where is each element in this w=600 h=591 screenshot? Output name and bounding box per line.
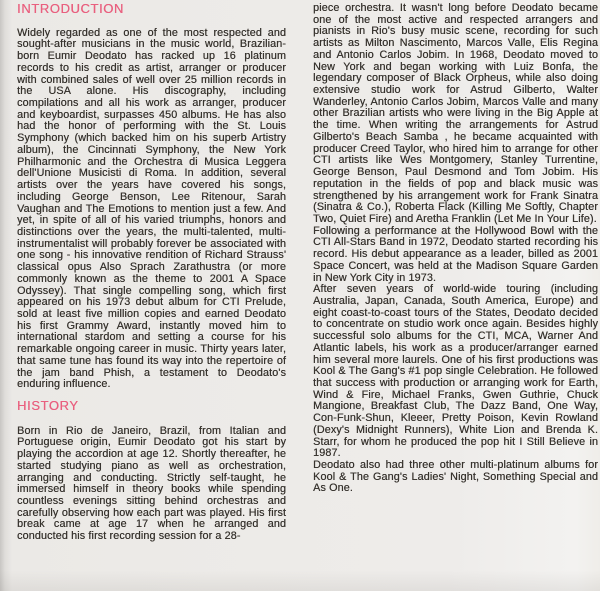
section-heading-introduction: INTRODUCTION	[17, 1, 124, 16]
introduction-paragraph: Widely regarded as one of the most respected and sought-after musicians in the music world, Brazilian-born Eumir Deodato has racked up 16 platinum records to his credit as artist, arranger or producer with combined sales of well over 25 million records in the USA alone. His discography, including compilations and all his work as arranger, producer and keyboardist, surpasses 450 albums. He has also had the honor of performing with the St. Louis Symphony (which backed him on his superb Artistry album), the Cincinnati Symphony, the New York Philharmonic and the Orchestra di Musica Leggera dell'Unione Musicisti di Roma. In addition, several artists over the years have covered his songs, including George Benson, Lee Ritenour, Sarah Vaughan and The Emotions to mention just a few. And yet, in spite of all of his varied triumphs, honors and distinctions over the years, the multi-talented, multi-instrumentalist will probably forever be associated with one song - his innovative rendition of Richard Strauss' classical opus Also Sprach Zarathustra (or more commonly known as the theme to 2001 A Space Odyssey). That single compelling song, which first appeared on his 1973 debut album for CTI Prelude, sold at least five million copies and earned Deodato his first Grammy Award, instantly moved him to international stardom and setting a course for his remarkable ongoing career in music. Thirty years later, that same tune has found its way into the repertoire of the jam band Phish, a testament to Deodato's enduring influence.	[17, 26, 286, 391]
multi-platinum-albums-paragraph: Deodato also had three other multi-platinum albums for Kool & The Gang's Ladies' Night, Something Special and As One.	[313, 459, 598, 495]
section-heading-history: HISTORY	[17, 398, 79, 413]
hollywood-bowl-paragraph: Following a performance at the Hollywood Bowl with the CTI All-Stars Band in 1972, Deodato started recording his record. His debut appearance as a leader, billed as 2001 Space Concert, was held at the Madison Square Garden in New York City in 1973.	[313, 224, 598, 284]
history-paragraph: Born in Rio de Janeiro, Brazil, from Italian and Portuguese origin, Eumir Deodato got his start by playing the accordion at age 12. Shortly thereafter, he started studying piano as well as orchestration, arranging and conducting. Strictly self-taught, he immersed himself in theory books while spending countless evenings sitting behind orchestras and carefully observing how each part was played. His first break came at age 17 when he arranged and conducted his first recording session for a 28-	[17, 424, 286, 543]
left-column	[17, 0, 286, 543]
history-continuation-paragraph: piece orchestra. It wasn't long before Deodato became one of the most active and respected arrangers and pianists in Rio's busy music scene, recording for such artists as Milton Nascimento, Marcos Valle, Elis Regina and Antonio Carlos Jobim. In 1968, Deodato moved to New York and began working with Luiz Bonfa, the legendary composer of Black Orpheus, while also doing extensive studio work for Astrud Gilberto, Walter Wanderley, Antonio Carlos Jobim, Marcos Valle and many other Brazilian artists who were living in the Big Apple at the time. When writing the arrangements for Astrud Gilberto's Beach Samba , he became acquainted with producer Creed Taylor, who hired him to arrange for other CTI artists like Wes Montgomery, Stanley Turrentine, George Benson, Paul Desmond and Tom Jobim. His reputation in the fields of pop and black music was strengthened by his arrangement work for Frank Sinatra (Sinatra & Co.), Roberta Flack (Killing Me Softly, Chapter Two, Quiet Fire) and Aretha Franklin (Let Me In Your Life).	[313, 2, 598, 225]
right-column	[313, 3, 598, 495]
touring-and-productions-paragraph: After seven years of world-wide touring (including Australia, Japan, Canada, South America, Europe) and eight coast-to-coast tours of the States, Deodato decided to concentrate on studio work once again. Besides highly successful solo albums for the CTI, MCA, Warner And Atlantic labels, his work as a producer/arranger earned him several more laurels. One of his first productions was Kool & The Gang's #1 pop single Celebration. He followed that success with production or arranging work for Earth, Wind & Fire, Michael Franks, Gwen Guthrie, Chuck Mangione, Breakfast Club, The Dazz Band, One Way, Con-Funk-Shun, Kleeer, Pretty Poison, Kevin Rowland (Dexy's Midnight Runners), White Lion and Brenda K. Starr, for whom he produced the pop hit I Still Believe in 1987.	[313, 283, 598, 460]
